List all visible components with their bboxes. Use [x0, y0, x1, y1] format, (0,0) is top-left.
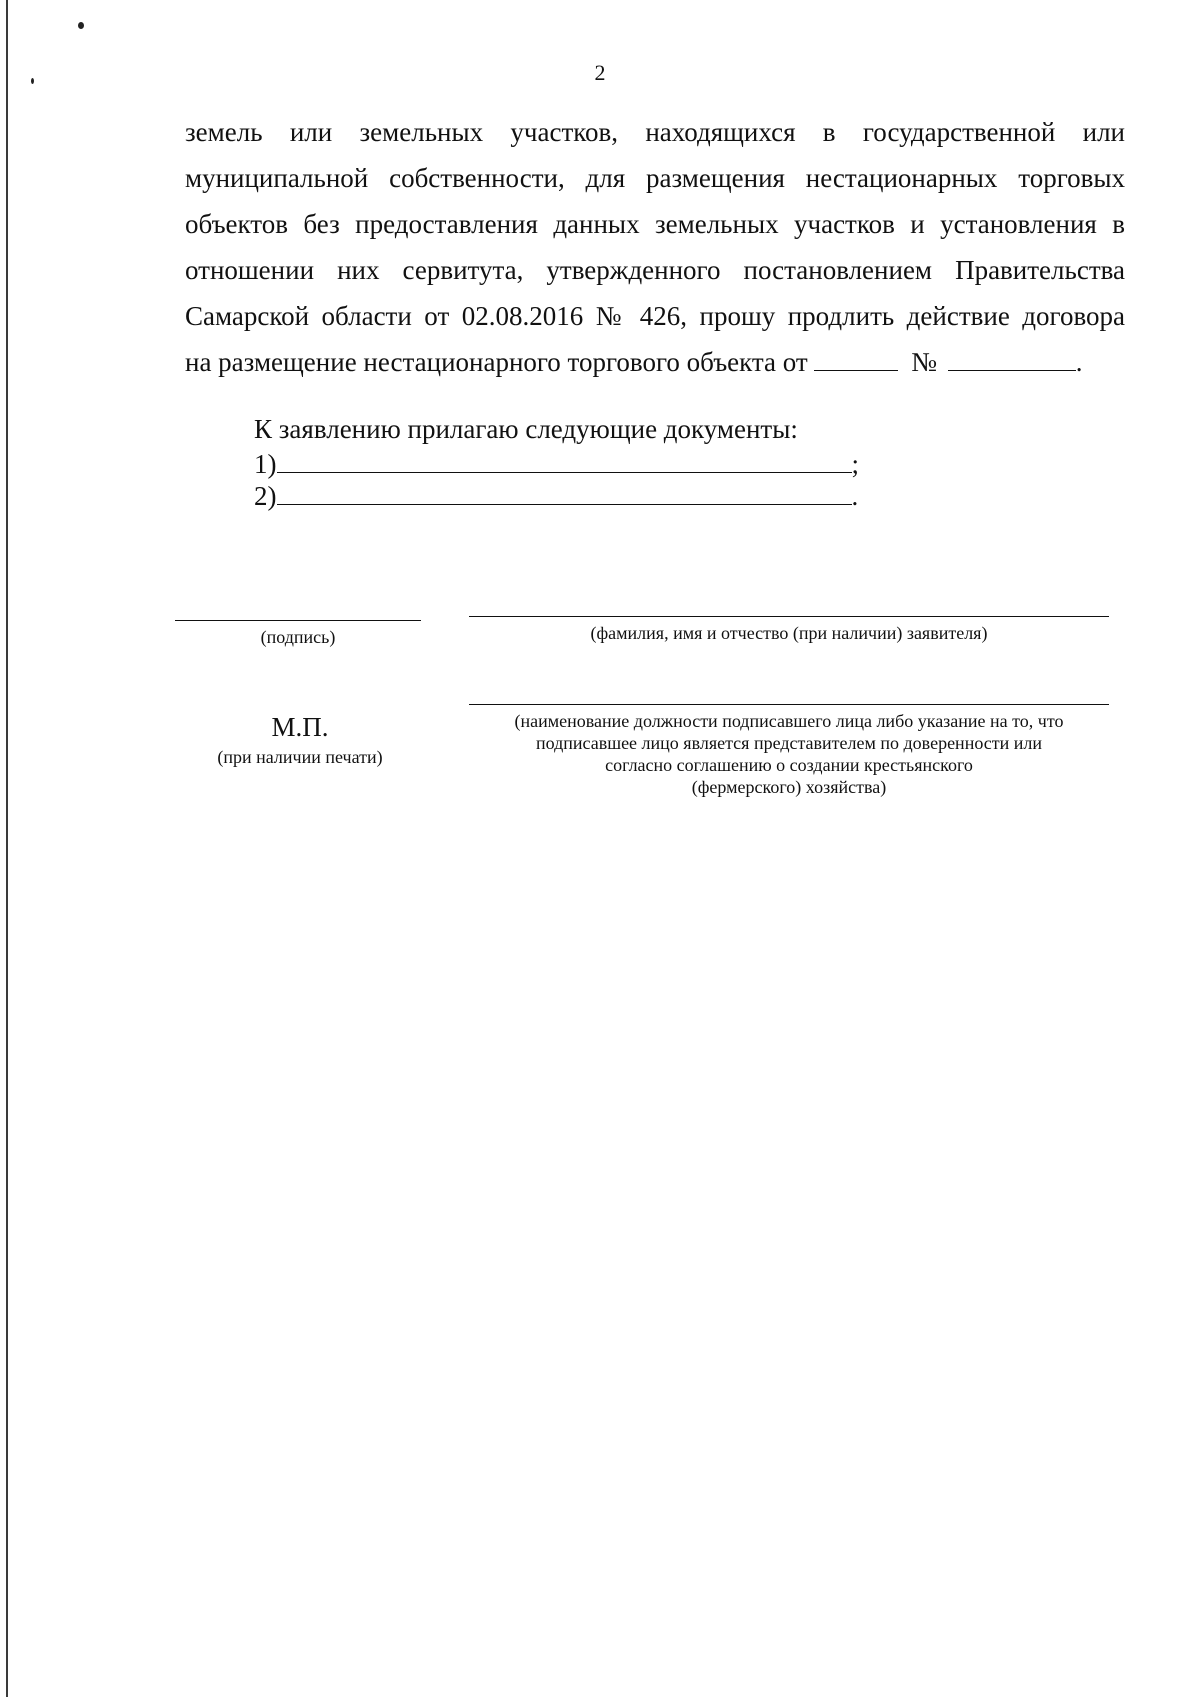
- contract-number-sign: №: [911, 347, 937, 377]
- attachments-heading: К заявлению прилагаю следующие документы:: [254, 414, 798, 444]
- position-caption-line: подписавшее лицо является представителем по доверенности или: [535, 733, 1043, 753]
- contract-end-punct: .: [1075, 347, 1083, 377]
- applicant-name-caption: (фамилия, имя и отчество (при наличии) заявителя): [590, 623, 988, 643]
- signature-field[interactable]: [175, 620, 421, 621]
- scan-speck: [78, 22, 84, 29]
- contract-date-field[interactable]: [814, 340, 898, 371]
- body-line: Самарской области от 02.08.2016 № 426, прошу продлить действие договора: [185, 301, 1125, 331]
- attachment-item: [254, 478, 859, 510]
- position-caption: [469, 710, 1109, 798]
- applicant-name-field[interactable]: [469, 616, 1109, 617]
- body-line: земель или земельных участков, находящихся в государственной или: [185, 117, 1125, 147]
- attachments-block: [254, 412, 859, 510]
- page-left-edge: [6, 0, 8, 1697]
- body-line: объектов без предоставления данных земельных участков и установления в: [185, 209, 1125, 239]
- attachment-number: 2): [254, 481, 277, 511]
- page-number: 2: [594, 60, 606, 85]
- attachment-field[interactable]: [277, 478, 852, 505]
- contract-number-field[interactable]: [948, 340, 1076, 371]
- stamp-label: М.П.: [271, 712, 329, 742]
- signature-caption: (подпись): [260, 627, 336, 647]
- position-field[interactable]: [469, 704, 1109, 705]
- attachment-field[interactable]: [277, 446, 852, 473]
- body-line: муниципальной собственности, для размещения нестационарных торговых: [185, 163, 1125, 193]
- body-last-line: [185, 339, 1125, 385]
- stamp-caption: (при наличии печати): [217, 747, 383, 767]
- body-paragraph: [185, 109, 1125, 385]
- attachment-end: .: [851, 481, 859, 511]
- position-caption-line: (наименование должности подписавшего лица либо указание на то, что: [514, 711, 1064, 731]
- attachment-end: ;: [851, 449, 860, 479]
- position-caption-line: (фермерского) хозяйства): [691, 777, 887, 797]
- contract-text: на размещение нестационарного торгового объекта от: [185, 347, 808, 377]
- attachment-number: 1): [254, 449, 277, 479]
- attachment-item: [254, 446, 859, 478]
- body-line: отношении них сервитута, утвержденного постановлением Правительства: [185, 255, 1125, 285]
- position-caption-line: согласно соглашению о создании крестьянского: [605, 755, 973, 775]
